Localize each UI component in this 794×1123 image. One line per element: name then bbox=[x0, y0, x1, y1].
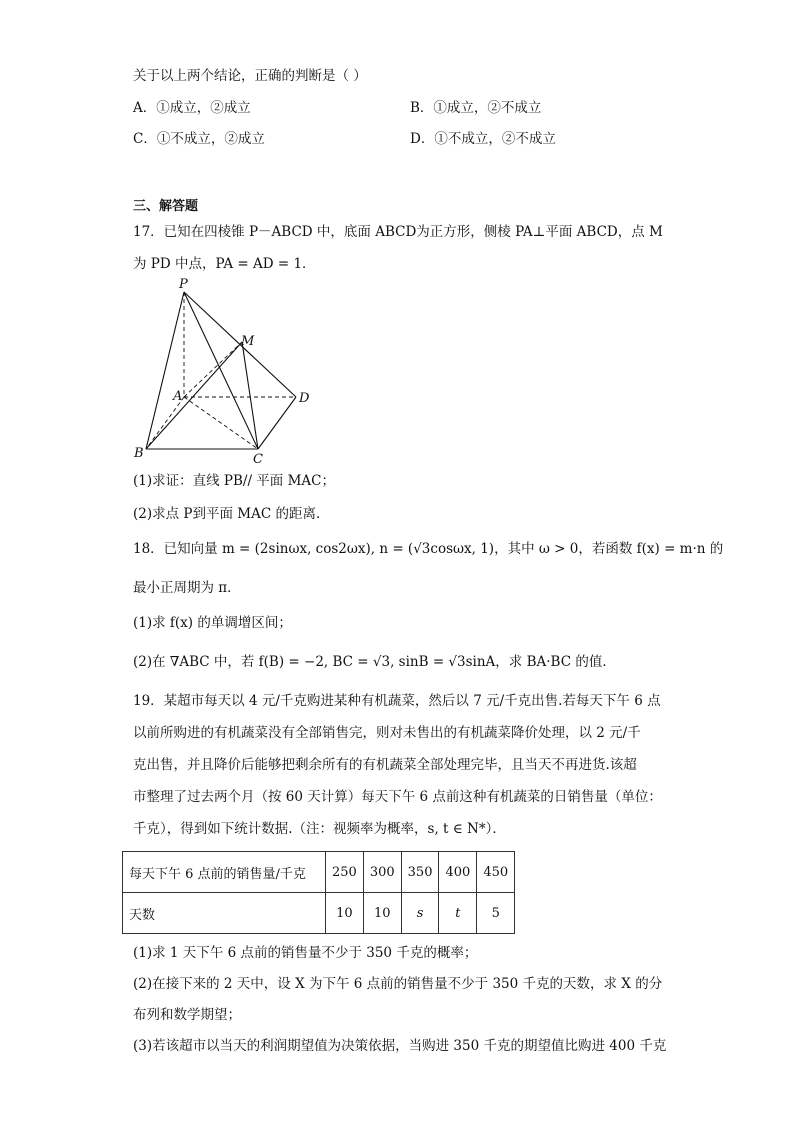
table-cell: 5 bbox=[477, 893, 515, 934]
q17-sub-1: (1)求证：直线 PB// 平面 MAC； bbox=[133, 473, 335, 489]
q17-line-2: 为 PD 中点，PA = AD = 1． bbox=[133, 256, 316, 272]
table-row bbox=[123, 893, 515, 934]
table-cell: s bbox=[401, 893, 439, 934]
q17-sub-2: (2)求点 P到平面 MAC 的距离． bbox=[133, 506, 330, 522]
option-label: A． bbox=[133, 100, 157, 116]
label-m: M bbox=[241, 334, 255, 349]
label-a: A bbox=[173, 389, 183, 404]
q16-option-b bbox=[410, 99, 541, 117]
edge-pb bbox=[146, 292, 184, 449]
table-cell: 10 bbox=[363, 893, 401, 934]
edge-cd bbox=[258, 397, 296, 449]
table-cell: 350 bbox=[401, 852, 439, 893]
option-text: ①不成立，②成立 bbox=[156, 131, 265, 147]
q19-sub-2b: 布列和数学期望； bbox=[133, 1007, 241, 1023]
q18-line-1: 18．已知向量 m = (2sinωx, cos2ωx), n = (√3cosωx, 1)，其中 ω > 0，若函数 f(x) = m·n 的 bbox=[133, 541, 724, 557]
option-label: B． bbox=[410, 100, 434, 116]
q16-option-a bbox=[133, 99, 251, 117]
q18-line-2: 最小正周期为 π． bbox=[133, 580, 241, 596]
pyramid-figure bbox=[128, 276, 318, 466]
edge-bm bbox=[146, 342, 242, 449]
label-b: B bbox=[134, 446, 144, 461]
label-c: C bbox=[253, 452, 263, 466]
q16-option-c bbox=[133, 130, 265, 148]
q19-line-3: 克出售，并且降价后能够把剩余所有的有机蔬菜全部处理完毕，且当天不再进货.该超 bbox=[133, 757, 637, 773]
table-cell: 400 bbox=[439, 852, 477, 893]
table-cell: 450 bbox=[477, 852, 515, 893]
table-cell: 250 bbox=[326, 852, 364, 893]
table-cell: 300 bbox=[363, 852, 401, 893]
section-title: 三、解答题 bbox=[133, 199, 199, 214]
q19-line-1: 19．某超市每天以 4 元/千克购进某种有机蔬菜，然后以 7 元/千克出售.若每天下午 6 点 bbox=[133, 693, 661, 709]
q19-sub-2a: (2)在接下来的 2 天中，设 X 为下午 6 点前的销售量不少于 350 千克的天数，求 X 的分 bbox=[133, 976, 663, 992]
q19-sub-1: (1)求 1 天下午 6 点前的销售量不少于 350 千克的概率； bbox=[133, 945, 478, 961]
edge-pc bbox=[184, 292, 258, 449]
edge-ab bbox=[146, 397, 184, 449]
q17-line-1: 17．已知在四棱锥 P－ABCD 中，底面 ABCD为正方形，侧棱 PA⊥平面 ABCD，点 M bbox=[133, 224, 663, 240]
label-p: P bbox=[179, 277, 188, 292]
option-label: D． bbox=[410, 131, 435, 147]
option-text: ①成立，②成立 bbox=[156, 100, 251, 116]
option-text: ①不成立，②不成立 bbox=[434, 131, 556, 147]
option-label: C． bbox=[133, 131, 157, 147]
q19-line-2: 以前所购进的有机蔬菜没有全部销售完，则对未售出的有机蔬菜降价处理，以 2 元/千 bbox=[133, 725, 641, 741]
q16-stem: 关于以上两个结论，正确的判断是（ ） bbox=[133, 68, 367, 84]
q19-line-5: 千克），得到如下统计数据.（注：视频率为概率，s, t ∈ N*）． bbox=[133, 821, 506, 837]
q19-sub-3: (3)若该超市以当天的利润期望值为决策依据，当购进 350 千克的期望值比购进 400 千克 bbox=[133, 1038, 667, 1054]
table-cell: t bbox=[439, 893, 477, 934]
q19-line-4: 市整理了过去两个月（按 60 天计算）每天下午 6 点前这种有机蔬菜的日销售量（单位： bbox=[133, 789, 662, 805]
q18-sub-1: (1)求 f(x) 的单调增区间； bbox=[133, 615, 292, 631]
edge-ac bbox=[184, 397, 258, 449]
table-row-head: 天数 bbox=[123, 893, 326, 934]
option-text: ①成立，②不成立 bbox=[433, 100, 542, 116]
table-cell: 10 bbox=[326, 893, 364, 934]
table-row bbox=[123, 852, 515, 893]
sales-table bbox=[122, 851, 515, 934]
label-d: D bbox=[299, 391, 310, 406]
edge-am bbox=[184, 342, 242, 397]
table-row-head: 每天下午 6 点前的销售量/千克 bbox=[123, 852, 326, 893]
q16-option-d bbox=[410, 130, 556, 148]
q18-sub-2: (2)在 ∇ABC 中，若 f(B) = −2, BC = √3, sinB = √3sinA，求 BA·BC 的值． bbox=[133, 654, 616, 670]
